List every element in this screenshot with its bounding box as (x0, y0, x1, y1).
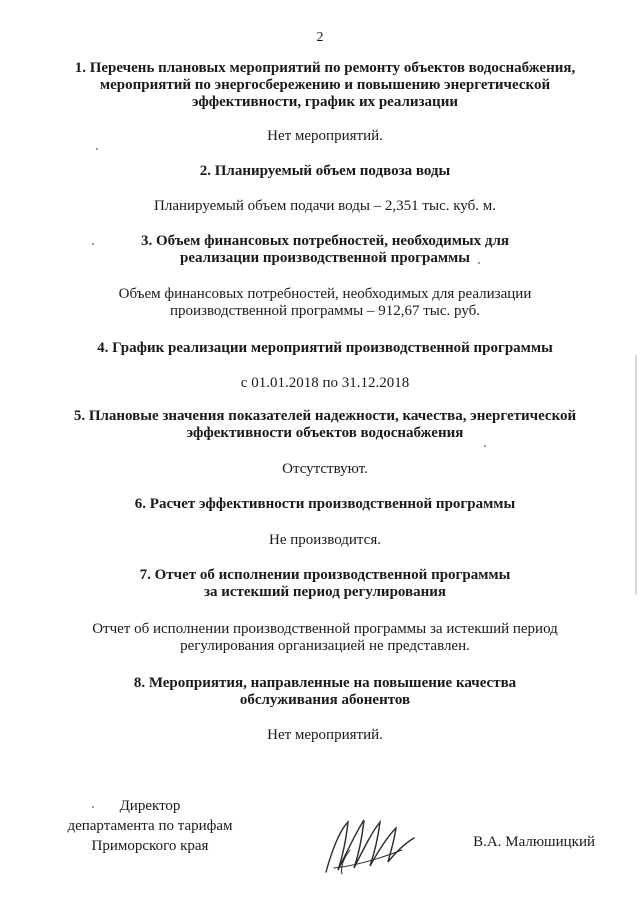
signatory-title (55, 796, 245, 856)
body-line: Не производится. (269, 532, 381, 548)
heading-line: 6. Расчет эффективности производственной программы (134, 496, 516, 512)
body-line: Нет мероприятий. (267, 128, 383, 144)
heading-line: мероприятий по энергосбережению и повышению энергетической (99, 77, 551, 93)
section-3-body (60, 286, 590, 320)
body-line: регулирования организацией не представлен. (180, 638, 470, 654)
section-2-heading (60, 163, 590, 180)
section-8-body (60, 727, 590, 744)
heading-line: 7. Отчет об исполнении производственной программы (139, 567, 511, 583)
body-line: производственной программы – 912,67 тыс. руб. (169, 303, 481, 319)
section-7-body (60, 621, 590, 655)
body-line: Планируемый объем подачи воды – 2,351 тыс. куб. м. (154, 198, 496, 214)
signatory-title-line: департамента по тарифам (67, 818, 233, 834)
heading-line: обслуживания абонентов (239, 692, 411, 708)
heading-line: за истекший период регулирования (203, 584, 447, 600)
scan-speck (484, 445, 486, 447)
section-1-heading (60, 60, 590, 111)
heading-line: 1. Перечень плановых мероприятий по ремонту объектов водоснабжения, (74, 60, 576, 76)
heading-line: реализации производственной программы (180, 250, 470, 266)
section-6-heading (60, 496, 590, 513)
body-line: Отсутствуют. (282, 461, 368, 477)
section-4-body (60, 375, 590, 392)
section-6-body (60, 532, 590, 549)
section-5-body (60, 461, 590, 478)
signatory-title-line: Приморского края (91, 838, 209, 854)
signatory-title-line: Директор (119, 798, 181, 814)
heading-line: 2. Планируемый объем подвоза воды (199, 163, 451, 179)
section-5-heading (60, 408, 590, 442)
section-8-heading (60, 675, 590, 709)
page-number: 2 (316, 30, 324, 45)
heading-line: 4. График реализации мероприятий производственной программы (97, 340, 553, 356)
signatory-name: В.А. Малюшицкий (473, 834, 595, 850)
heading-line: эффективности, график их реализации (192, 94, 458, 110)
scan-edge-line (635, 355, 637, 595)
heading-line: эффективности объектов водоснабжения (186, 425, 464, 441)
section-7-heading (60, 567, 590, 601)
body-line: Объем финансовых потребностей, необходимых для реализации (118, 286, 532, 302)
section-4-heading (60, 340, 590, 357)
scan-speck (478, 262, 480, 264)
handwritten-signature (318, 810, 438, 880)
section-3-heading (60, 233, 590, 267)
heading-line: 8. Мероприятия, направленные на повышение качества (133, 675, 517, 691)
scan-speck (92, 806, 94, 808)
scan-speck (96, 148, 98, 150)
heading-line: 3. Объем финансовых потребностей, необходимых для (140, 233, 510, 249)
body-line: с 01.01.2018 по 31.12.2018 (240, 375, 410, 391)
scan-speck (92, 243, 94, 245)
section-1-body (60, 128, 590, 145)
body-line: Отчет об исполнении производственной программы за истекший период (92, 621, 558, 637)
section-2-body (60, 198, 590, 215)
body-line: Нет мероприятий. (267, 727, 383, 743)
heading-line: 5. Плановые значения показателей надежности, качества, энергетической (73, 408, 577, 424)
